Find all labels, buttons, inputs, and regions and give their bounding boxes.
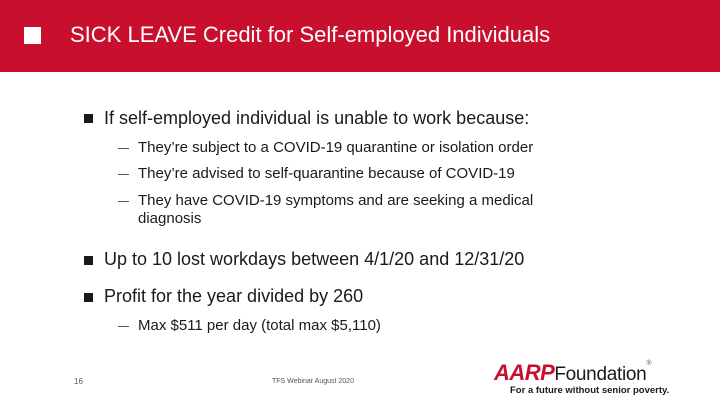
logo-name: Foundation bbox=[554, 364, 647, 385]
registered-mark: ® bbox=[646, 360, 652, 367]
sub-bullet-text: They’re subject to a COVID-19 quarantine or isolation order bbox=[138, 139, 534, 156]
logo-tagline: For a future without senior poverty. bbox=[510, 385, 670, 396]
sub-bullet-text: They’re advised to self-quarantine because of COVID-19 bbox=[138, 165, 515, 182]
square-bullet-icon bbox=[84, 293, 93, 302]
square-bullet-icon bbox=[84, 114, 93, 123]
footer-text: TFS Webinar August 2020 bbox=[272, 378, 354, 385]
bullet-text: Up to 10 lost workdays between 4/1/20 and 12/31/20 bbox=[104, 249, 525, 269]
dash-icon bbox=[118, 326, 129, 327]
dash-icon bbox=[118, 174, 129, 175]
dash-icon bbox=[118, 148, 129, 149]
sub-bullet-text: They have COVID-19 symptoms and are seeking a medical diagnosis bbox=[138, 192, 534, 227]
slide-title: SICK LEAVE Credit for Self-employed Individuals bbox=[70, 22, 551, 47]
aarp-foundation-logo bbox=[494, 360, 694, 400]
logo-brand: AARP bbox=[494, 360, 555, 385]
bullet-text: Profit for the year divided by 260 bbox=[104, 286, 364, 306]
bullet-text: If self-employed individual is unable to work because: bbox=[104, 108, 530, 128]
page-number: 16 bbox=[74, 377, 83, 386]
sub-bullet-text: Max $511 per day (total max $5,110) bbox=[138, 317, 381, 334]
square-bullet-icon bbox=[84, 256, 93, 265]
dash-icon bbox=[118, 201, 129, 202]
